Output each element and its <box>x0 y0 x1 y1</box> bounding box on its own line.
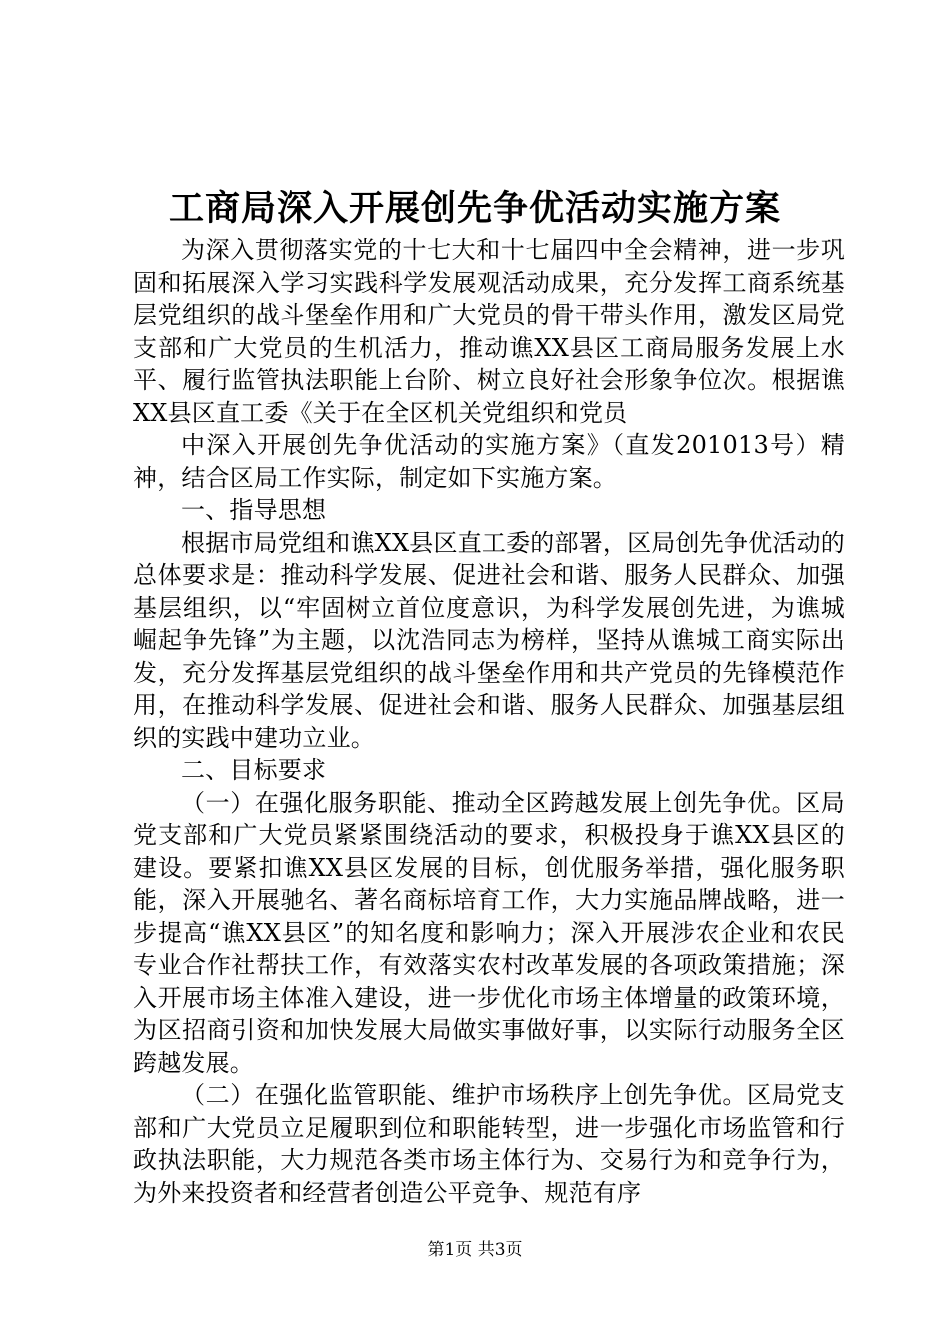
section-heading-guiding-ideology: 一、指导思想 <box>181 496 327 524</box>
page-number-footer: 第1页 共3页 <box>427 1240 523 1260</box>
paragraph-intro-continued: 中深入开展创先争优活动的实施方案》（直发201013号）精神，结合区局工作实际，制定如下实施方案。 <box>133 431 845 492</box>
paragraph-guiding-ideology: 根据市局党组和谯XX县区直工委的部署，区局创先争优活动的总体要求是：推动科学发展、促进社会和谐、服务人民群众、加强基层组织，以“牢固树立首位度意识，为科学发展创先进，为谯城崛起争先锋”为主题，以沈浩同志为榜样，坚持从谯城工商实际出发，充分发挥基层党组织的战斗堡垒作用和共产党员的先锋模范作用，在推动科学发展、促进社会和谐、服务人民群众、加强基层组织的实践中建功立业。 <box>133 528 845 752</box>
document-body <box>133 234 845 1209</box>
section-heading-goals: 二、目标要求 <box>181 756 327 784</box>
paragraph-intro: 为深入贯彻落实党的十七大和十七届四中全会精神，进一步巩固和拓展深入学习实践科学发展观活动成果，充分发挥工商系统基层党组织的战斗堡垒作用和广大党员的骨干带头作用，激发区局党支部和广大党员的生机活力，推动谯XX县区工商局服务发展上水平、履行监管执法职能上台阶、树立良好社会形象争位次。根据谯XX县区直工委《关于在全区机关党组织和党员 <box>133 236 845 427</box>
paragraph-goal-2: （二）在强化监管职能、维护市场秩序上创先争优。区局党支部和广大党员立足履职到位和职能转型，进一步强化市场监管和行政执法职能，大力规范各类市场主体行为、交易行为和竞争行为，为外来投资者和经营者创造公平竞争、规范有序 <box>133 1081 845 1207</box>
document-title: 工商局深入开展创先争优活动实施方案 <box>168 188 781 229</box>
paragraph-goal-1: （一）在强化服务职能、推动全区跨越发展上创先争优。区局党支部和广大党员紧紧围绕活动的要求，积极投身于谯XX县区的建设。要紧扣谯XX县区发展的目标，创优服务举措，强化服务职能，深入开展驰名、著名商标培育工作，大力实施品牌战略，进一步提高“谯XX县区”的知名度和影响力；深入开展涉农企业和农民专业合作社帮扶工作，有效落实农村改革发展的各项政策措施；深入开展市场主体准入建设，进一步优化市场主体增量的政策环境，为区招商引资和加快发展大局做实事做好事，以实际行动服务全区跨越发展。 <box>133 788 845 1077</box>
